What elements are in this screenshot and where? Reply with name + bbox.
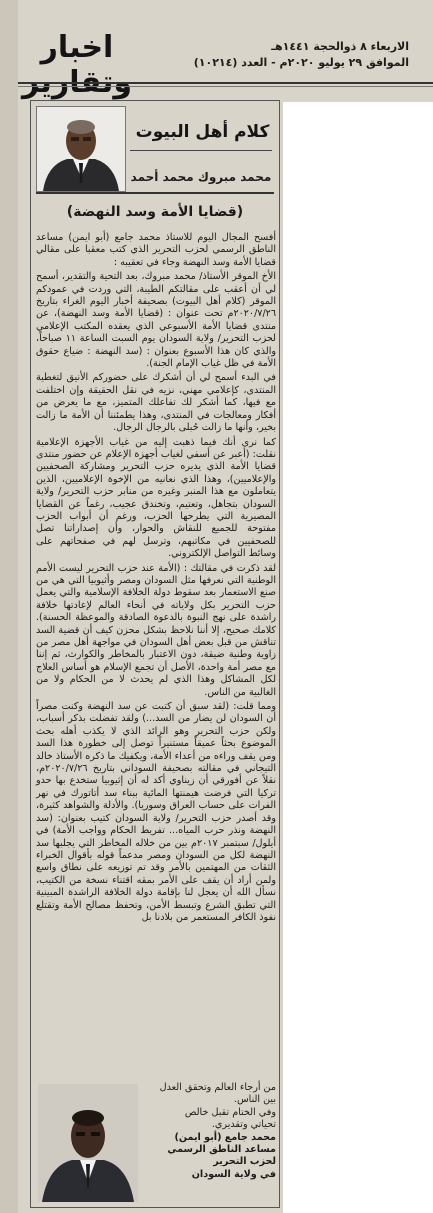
masthead (18, 30, 433, 80)
masthead-rule-thin (18, 86, 433, 87)
signoff-line: تحياتي وتقديري. (211, 1119, 276, 1131)
issue-date-gregorian: الموافق ٢٩ يوليو ٢٠٢٠م - العدد (١٠٢١٤) (193, 56, 409, 69)
signoff-line: من أرجاء العالم وتحقق العدل (159, 1082, 276, 1093)
column-title-rule (130, 150, 272, 151)
signatory-photo (38, 1084, 138, 1202)
paragraph: كما نرى أنك فيما ذهبت إليه من غياب الأجهزة الإعلامية نقلت: (أعبر عن أسفي لغياب أجهزة الإعلام عن حضور منتدى قضايا الأمة الذي يديره حزب التحرير ومشاركة الصحفيين والإعلاميين)، وهذا الذي نعانيه من الإخوة الإعلاميين، الذين يتعاملون مع هذا المنبر وغيره من منابر حزب التحرير/ ولاية السودان بتجاهل، وتعتيم، وتخندق عجيب، رغماً عن القضايا المصيرية التي يطرحها الحزب، ورغم أن أبواب الحزب مفتوحة للجميع للنقاش والحوار، وأن إصداراتنا تصل للصحفيين في مكاتبهم، وترسل لهم في صفحاتهم على وسائط التواصل الإلكتروني. (36, 436, 276, 560)
paragraph: أفسح المجال اليوم للاستاذ محمد جامع (أبو ايمن) مساعد الناطق الرسمي لحزب التحرير الذي كتب معقبا على مقالي قضايا الأمة وسد النهضة وجاء في تعقيبه : (36, 232, 276, 268)
signatory-region: في ولاية السودان (191, 1168, 276, 1180)
paragraph: ومما قلت: (لقد سبق أن كتبت عن سد النهضة وكنت مصراً أن السودان لن يضار من السد...) ولقد تفضلت بذكر أسباب، ولكن حزب التحرير وهو الرائد الذي لا يكذب أهله بحث الموضوع بحثاً عميقاً مستنيراً توصل إلى خطورة هذا السد ومن يقف وراءه من أعداء الأمة، ويكفيك ما ذكره الأستاذ خالد التيجاني في مقالته بصحيفة السوداني بتاريخ ٢٠٢٠/٧/٢٦م، نقلاً عن أفورقي أن زيناوي أكد له أن إثيوبيا ستخدع بها حدو تركيا التي فرضت هيمنتها المائية ببناء سد أتاتورك في نهر الفرات على حساب العراق وسوريا). والأدلة والشواهد كثيرة، وقد أصدر حزب التحرير/ ولاية السودان كتيب بعنوان: (سد النهضة ونذر حرب المياه... تفريط الحكام وواجب الأمة) في أيلول/ سبتمبر ٢٠١٧م بين من خلاله المخاطر التي يجلبها سد النهضة لكل من السودان ومصر مدعماً قوله بأقوال الخبراء الثقات من المهتمين بالأمر وقد تم توزيعه على نطاق واسع ولمن أراد أن يقف على الأمر بمقه اقتناء نسخة من الكتيب، نسأل الله أن يعجل لنا بإقامة دولة الخلافة الراشدة المبينية التي تطبق الشرع وتبسط الأمن، وتحفظ مصالح الأمة وتقتلع نفوذ الكافر المستعمر من بلادنا بل (36, 701, 276, 923)
section-title: اخبار (40, 30, 114, 65)
signatory-name: محمد جامع (أبو ايمن) (174, 1131, 276, 1143)
page-margin (0, 0, 18, 1213)
article-body (36, 232, 276, 926)
signatory-role: مساعد الناطق الرسمي لحزب التحرير (167, 1144, 276, 1168)
byline-rule (36, 192, 274, 194)
column-title: كلام أهل البيوت (135, 122, 270, 142)
paragraph: لقد ذكرت في مقالتك : (الأمة عند حزب التحرير ليست الأمم الوطنية التي نعرفها مثل السودان ومصر وأثيوبيا التي هي من صنع الاستعمار بعد سقوط دولة الخلافة الإسلامية والتي يعمل حزب التحرير بكل ولاياته في أنحاء العالم لإعادتها خلافة راشدة على نهج النبوة بالدعوة الصادقة والموعظة الحسنة). كلامك صحيح، إلا أننا نلاحظ بشكل محزن كيف أن قضية السد تناقش من قبل بعض أهل السودان في مواجهة أهل مصر من زاوية وطنية ضيقة، دون الاعتبار بالمخاطر والكوارث، ثم إننا مع مصر أمة واحدة، الأصل أن تجمع الإسلام هو أساس العلاج لكل المشاكل وهذا الذي لم يحدث لا من الحكام ولا من الغالبية من الناس. (36, 562, 276, 698)
masthead-rule (18, 82, 433, 84)
issue-date-hijri: الاربعاء ٨ ذوالحجة ١٤٤١هـ (271, 40, 409, 53)
article-headline: (قضايا الأمة وسد النهضة) (66, 204, 244, 220)
signoff-line: وفي الختام تقبل خالص (184, 1106, 276, 1118)
author-photo (36, 106, 126, 192)
column-author: محمد مبروك محمد أحمد (130, 170, 272, 184)
paragraph: الأخ الموقر الأستاذ/ محمد مبروك، بعد التحية والتقدير، أسمح لي أن أعقب على مقالتكم الطيبة، التي وردت في عمودكم الموقر (كلام أهل البيوت) بصحيفة أخبار اليوم الغراء بتاريخ ٢٠٢٠/٧/٢٦م تحت عنوان : (قضايا الأمة وسد النهضة)، عن منتدى قضايا الأمة الأسبوعي الذي يعقده المكتب الإعلامي لحزب التحرير/ ولاية السودان يوم السبت الساعة ١١ صباحاً، والذي كان هذا الأسبوع بعنوان : (سد النهضة : ضياع حقوق الأمة في ظل غياب الإمام الجنة). (36, 271, 276, 370)
blank-area (283, 102, 433, 1213)
article-signoff (140, 1082, 276, 1181)
signoff-line: بين الناس. (233, 1094, 276, 1106)
paragraph: في البدء أسمح لي أن أشكرك على حضوركم الأنيق لتغطية المنتدى، كإعلامي مهني، نزيه في نقل الحقيقة وإن اختلفت مع فيها، كما أشكر لك تفاعلك المتميز، مع ما يعرض من أفكار ومعالجات في المنتدى، وهذا يطمئننا أن الأمة ما زالت بخير، وأنها ما زالت حُبلى بالرجال الرجال. (36, 372, 276, 434)
